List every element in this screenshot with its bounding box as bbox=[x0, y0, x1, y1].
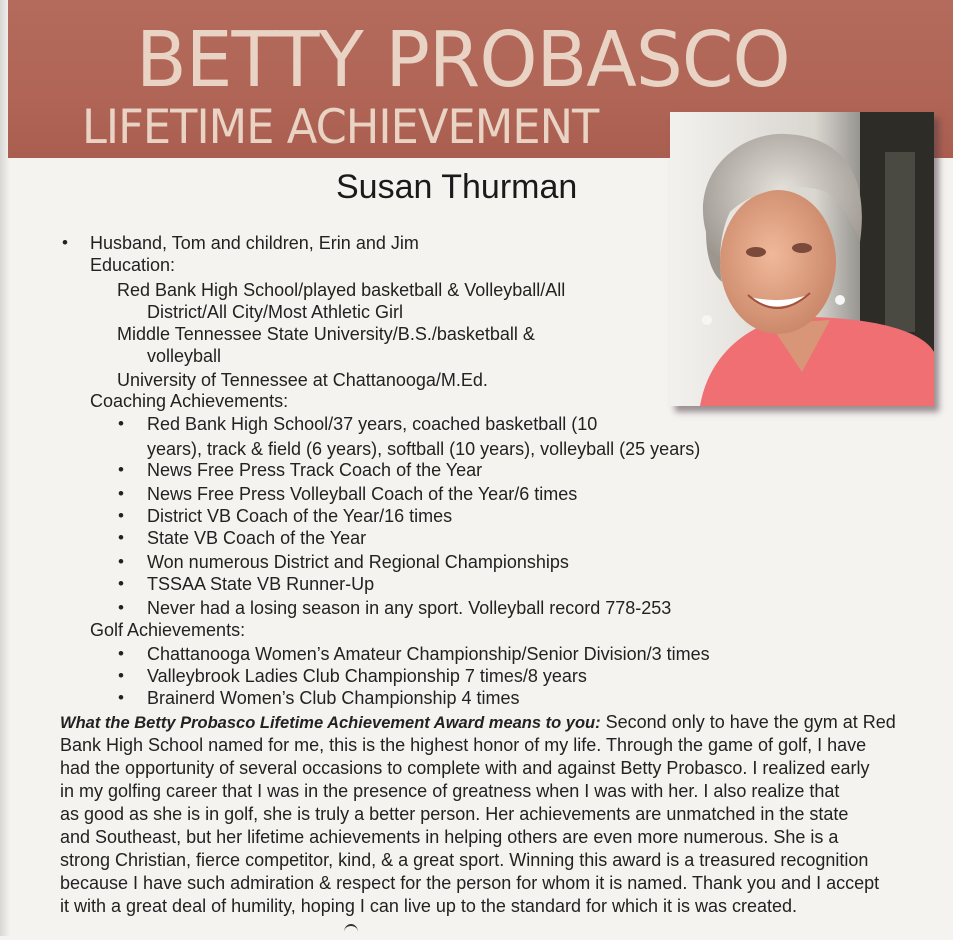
coaching-item: District VB Coach of the Year/16 times bbox=[147, 506, 453, 526]
statement-first-line bbox=[60, 711, 896, 735]
bullet-marker: • bbox=[118, 552, 124, 571]
golf-item: Valleybrook Ladies Club Championship 7 times/8 years bbox=[147, 666, 587, 686]
education-item: Middle Tennessee State University/B.S./basketball & bbox=[117, 324, 535, 344]
coaching-item: Won numerous District and Regional Championships bbox=[147, 552, 569, 572]
coaching-item-continued: years), track & field (6 years), softball (10 years), volleyball (25 years) bbox=[147, 439, 701, 459]
bullet-marker: • bbox=[118, 506, 124, 525]
coaching-item: News Free Press Volleyball Coach of the Year/6 times bbox=[147, 484, 578, 504]
statement-text: Second only to have the gym at Red bbox=[600, 712, 896, 732]
bullet-marker: • bbox=[118, 644, 124, 663]
banner-subtitle: LIFETIME ACHIEVEMENT bbox=[82, 100, 599, 155]
bullet-marker: • bbox=[118, 688, 124, 707]
statement-line: strong Christian, fierce competitor, kind, & a great sport. Winning this award is a treasured recognition bbox=[60, 850, 869, 870]
bullet-marker: • bbox=[118, 484, 124, 503]
golf-heading: Golf Achievements: bbox=[90, 620, 246, 640]
education-item: Red Bank High School/played basketball & Volleyball/All bbox=[117, 280, 566, 300]
education-item-continued: District/All City/Most Athletic Girl bbox=[147, 302, 404, 322]
bullet-marker: • bbox=[118, 414, 124, 433]
education-item-continued: volleyball bbox=[147, 346, 222, 366]
honoree-photo bbox=[670, 112, 934, 406]
signature-fragment bbox=[344, 924, 358, 940]
coaching-item: State VB Coach of the Year bbox=[147, 528, 367, 548]
honoree-name: Susan Thurman bbox=[336, 168, 578, 206]
coaching-item: Red Bank High School/37 years, coached basketball (10 bbox=[147, 414, 598, 434]
bullet-marker: • bbox=[118, 574, 124, 593]
coaching-item: TSSAA State VB Runner-Up bbox=[147, 574, 375, 594]
statement-line: and Southeast, but her lifetime achievements in helping others are even more numerous. She is a bbox=[60, 827, 839, 847]
statement-line: because I have such admiration & respect for the person for whom it is named. Thank you and I accept bbox=[60, 873, 880, 893]
statement-line: had the opportunity of several occasions to complete with and against Betty Probasco. I realized early bbox=[60, 758, 870, 778]
bullet-marker: • bbox=[62, 233, 68, 252]
bullet-marker: • bbox=[118, 666, 124, 685]
statement-line: it with a great deal of humility, hoping I can live up to the standard for which it is was created. bbox=[60, 896, 798, 916]
bullet-marker: • bbox=[118, 460, 124, 479]
bullet-marker: • bbox=[118, 528, 124, 547]
portrait-illustration bbox=[670, 112, 934, 406]
coaching-item: Never had a losing season in any sport. Volleyball record 778-253 bbox=[147, 598, 672, 618]
education-item: University of Tennessee at Chattanooga/M.Ed. bbox=[117, 370, 488, 390]
coaching-item: News Free Press Track Coach of the Year bbox=[147, 460, 483, 480]
coaching-heading: Coaching Achievements: bbox=[90, 391, 289, 411]
family-line: Husband, Tom and children, Erin and Jim bbox=[90, 233, 419, 253]
statement-line: as good as she is in golf, she is truly a better person. Her achievements are unmatched in the state bbox=[60, 804, 849, 824]
statement-lead: What the Betty Probasco Lifetime Achievement Award means to you: bbox=[60, 714, 601, 732]
statement-line: in my golfing career that I was in the presence of greatness when I was with her. I also realize that bbox=[60, 781, 840, 801]
golf-item: Brainerd Women’s Club Championship 4 times bbox=[147, 688, 520, 708]
banner-title: BETTY PROBASCO bbox=[136, 16, 790, 105]
golf-item: Chattanooga Women’s Amateur Championship/Senior Division/3 times bbox=[147, 644, 710, 664]
statement-line: Bank High School named for me, this is the highest honor of my life. Through the game of golf, I have bbox=[60, 735, 867, 755]
education-heading: Education: bbox=[90, 255, 176, 275]
bullet-marker: • bbox=[118, 598, 124, 617]
